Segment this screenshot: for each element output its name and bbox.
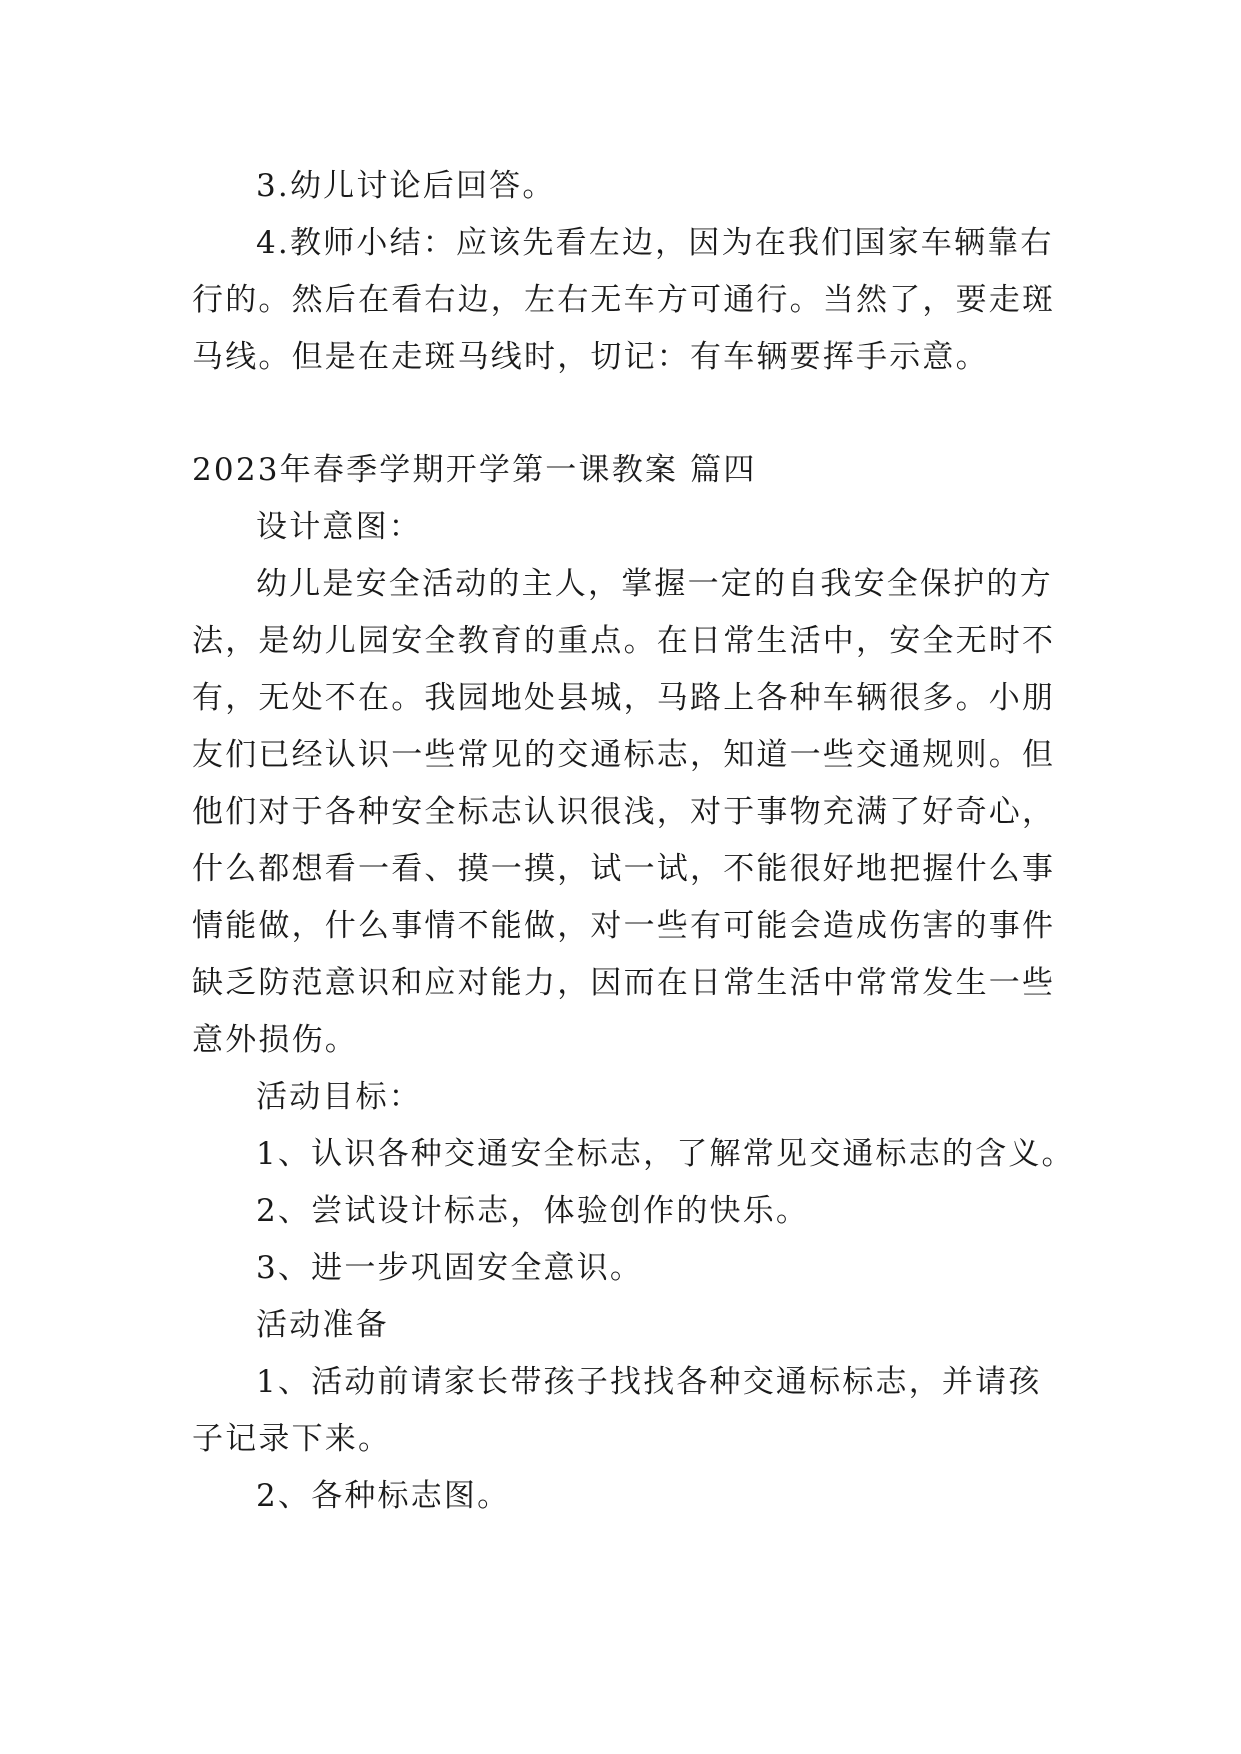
prep-item-1-line-1: 1、活动前请家长带孩子找找各种交通标标志，并请孩 [256, 1364, 1042, 1400]
design-intent-line-5: 他们对于各种安全标志认识很浅，对于事物充满了好奇心， [192, 794, 1056, 830]
design-intent-line-8: 缺乏防范意识和应对能力，因而在日常生活中常常发生一些 [192, 965, 1056, 1001]
section-heading: 2023年春季学期开学第一课教案 篇四 [192, 452, 757, 488]
item-4-line-3: 马线。但是在走斑马线时，切记：有车辆要挥手示意。 [192, 339, 989, 375]
item-3-text: 3.幼儿讨论后回答。 [256, 168, 556, 204]
design-intent-line-6: 什么都想看一看、摸一摸，试一试，不能很好地把握什么事 [192, 851, 1056, 887]
goal-item-2: 2、尝试设计标志，体验创作的快乐。 [256, 1193, 810, 1229]
goal-item-3: 3、进一步巩固安全意识。 [256, 1250, 644, 1286]
design-intent-line-2: 法，是幼儿园安全教育的重点。在日常生活中，安全无时不 [192, 623, 1056, 659]
prep-item-1-line-2: 子记录下来。 [192, 1421, 392, 1457]
design-intent-line-7: 情能做，什么事情不能做，对一些有可能会造成伤害的事件 [192, 908, 1056, 944]
design-intent-label: 设计意图： [256, 509, 422, 545]
design-intent-line-9: 意外损伤。 [192, 1022, 358, 1058]
goals-label: 活动目标： [256, 1079, 422, 1115]
design-intent-line-4: 友们已经认识一些常见的交通标志，知道一些交通规则。但 [192, 737, 1056, 773]
item-4-line-1: 4.教师小结：应该先看左边，因为在我们国家车辆靠右 [256, 225, 1054, 261]
item-4-line-2: 行的。然后在看右边，左右无车方可通行。当然了，要走斑 [192, 282, 1056, 318]
goal-item-1: 1、认识各种交通安全标志，了解常见交通标志的含义。 [256, 1136, 1075, 1172]
prep-item-2: 2、各种标志图。 [256, 1478, 511, 1514]
prep-label: 活动准备 [256, 1307, 389, 1343]
design-intent-line-3: 有，无处不在。我园地处县城，马路上各种车辆很多。小朋 [192, 680, 1056, 716]
design-intent-line-1: 幼儿是安全活动的主人，掌握一定的自我安全保护的方 [256, 566, 1053, 602]
